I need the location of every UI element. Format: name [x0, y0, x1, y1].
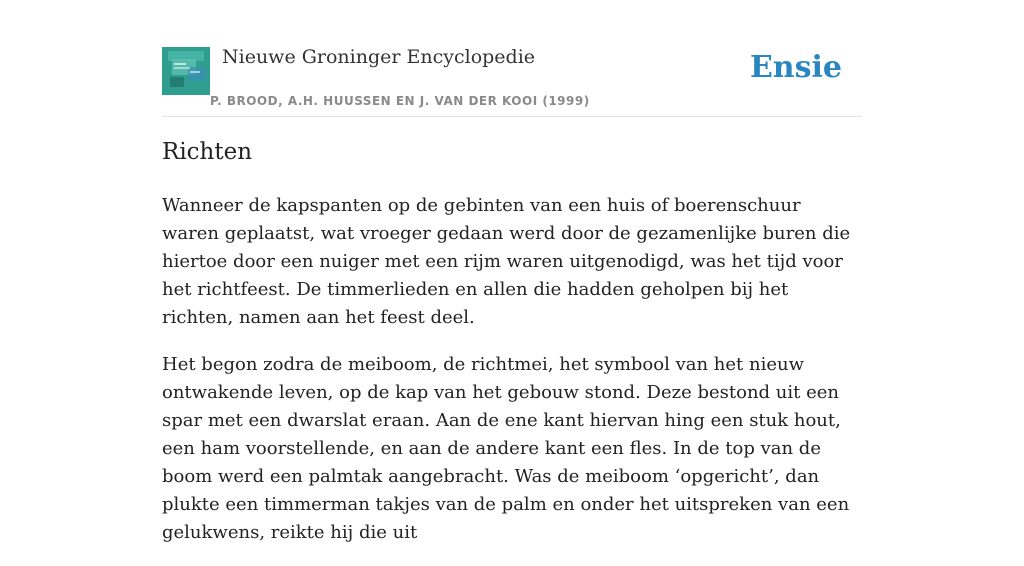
entry-body — [162, 192, 862, 566]
entry-paragraph: Het begon zodra de meiboom, de richtmei, het symbool van het nieuw ontwakende leven, op de kap van het gebouw stond. Deze bestond uit een spar met een dwarslat eraan. Aan de ene kant hiervan hing een stuk hout, een ham voorstellende, en aan de andere kant een fles. In de top van de boom werd een palmtak aangebracht. Was de meiboom ‘opgericht’, dan plukte een timmerman takjes van de palm en onder het uitspreken van een gelukwens, reikte hij die uit — [162, 354, 850, 543]
cover-thumbnail-graphic — [162, 47, 210, 95]
publication-authors: P. BROOD, A.H. HUUSSEN EN J. VAN DER KOOI (1999) — [210, 94, 590, 108]
entry-paragraph: Wanneer de kapspanten op de gebinten van een huis of boerenschuur waren geplaatst, wat vroeger gedaan werd door de gezamenlijke buren die hiertoe door een nuiger met een rijm waren uitgenodigd, was het tijd voor het richtfeest. De timmerlieden en allen die hadden geholpen bij het richten, namen aan het feest deel. — [162, 195, 851, 328]
publication-cover-icon[interactable] — [162, 47, 210, 95]
publication-title[interactable]: Nieuwe Groninger Encyclopedie — [222, 46, 536, 68]
entry-headword: Richten — [162, 139, 253, 165]
ensie-logo[interactable]: Ensie — [749, 50, 842, 85]
publication-header — [162, 46, 862, 117]
